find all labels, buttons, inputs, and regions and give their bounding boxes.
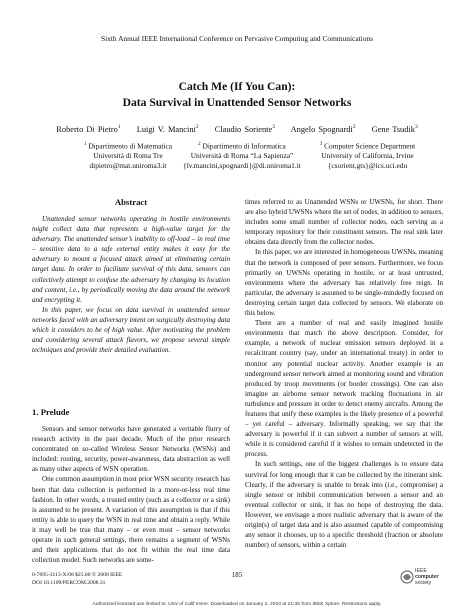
abstract-heading: Abstract <box>114 197 148 207</box>
body-paragraph: Sensors and sensor networks have generated a veritable flurry of research activity in the past decade. Much of the prior research concentrated on so-called Wireless Sensor Networks (WSNs) and included: routing, security, power-awareness, data abstraction as well as many other aspects of WSN operation. <box>32 425 230 474</box>
body-paragraph: There are a number of real and easily imagined hostile environments that match the above description. Consider, for example, a network of nuclear emission sensors deployed in a recalcitrant country (say, under an international treaty) in order to monitor any potential nuclear activity. Another example is an underground sensor network aimed at monitoring sound and vibration produced by troop movements (or border crossings). One can also imagine an airborne sensor network tracking fluctuations in air turbulence and pressure in order to detect enemy aircrafts. Among the features that unify these examples is the likely presence of a powerful – yet careful – adversary. Informally speaking, we say that the adversary is powerful if it can subvert a number of sensors at will, while it is considered careful if it wishes to remain undetected in the process. <box>245 319 443 459</box>
logo-text: computer <box>415 574 439 580</box>
logo-text: society <box>415 580 432 586</box>
section-heading: 1. Prelude <box>32 407 70 417</box>
affiliation-univ: Università di Roma “La Sapienza” <box>190 151 294 161</box>
body-paragraph: One common assumption in most prior WSN security research has been that data collection is performed in a more-or-less real time fashion. In other words, a trusted entity (such as a collector or a sink) is assumed to be present. A variation of this assumption is that if this entity is able to query the WSN in real time and obtain a reply. While it may well be true that many – or even most – sensor networks operate in such general settings, there remains a segment of WSNs and their applications that do not fit within the real time data collection model. Such networks are some- <box>32 475 230 565</box>
conference-header: Sixth Annual IEEE International Conference on Pervasive Computing and Communications <box>101 34 373 43</box>
affiliation-email: dipietro@mat.uniroma3.it <box>89 161 167 171</box>
affiliation-dept: Computer Science Department <box>324 141 416 151</box>
paper-title-line1: Catch Me (If You Can): <box>178 80 296 93</box>
author-affiliation-mark: 2 <box>352 124 356 130</box>
section-body <box>32 424 230 565</box>
affiliation-mark: 3 <box>319 142 323 147</box>
affiliation-dept: Dipartimento di Informatica <box>202 141 286 151</box>
author-affiliation-mark: 2 <box>195 124 199 130</box>
footer-doi: DOI 10.1109/PERCOM.2008.31 <box>32 580 106 586</box>
affiliation-email: {csorient,gts}@ics.uci.edu <box>327 161 408 171</box>
right-column-body <box>245 197 443 550</box>
body-paragraph: In this paper, we are interested in homogeneous UWSNs, meaning that the network is composed of peer sensors. Furthermore, we focus primarily on UWSNs operating in hostile, or at least untrusted, environments where the adversary has relatively free reign. In particular, the adversary is assumed to be single-mindedly focused on destroying certain target data collected by sensors. We elaborate on this below. <box>245 248 443 318</box>
paper-title-line2: Data Survival in Unattended Sensor Networks <box>122 96 352 109</box>
author-list <box>0 124 474 134</box>
affiliation-univ: Università di Roma Tre <box>93 151 163 161</box>
logo-text: IEEE <box>415 568 427 574</box>
body-paragraph: times referred to as Unattended WSNs or UWSNs, for short. There are also hybrid UWSNs where the set of nodes, in addition to sensors, includes some small number of collector nodes, each serving as a temporary repository for their constituent sensors. The real sink later obtains data directly from the collector nodes. <box>245 198 443 247</box>
abstract-paragraph: In this paper, we focus on data survival in unattended sensor networks faced with an adversary intent on surgically destroying data which it considers to be of high value. After motivating the problem and considering several attack flavors, we propose several simple techniques and provide their detailed evaluation. <box>32 305 230 355</box>
author-name: Claudio Soriente <box>214 124 273 134</box>
affiliation-2 <box>167 140 317 171</box>
computer-society-logo <box>400 566 444 588</box>
footer-isbn: 0-7695-3113-X/08 $25.00 © 2008 IEEE <box>32 572 123 578</box>
author-affiliation-mark: 3 <box>414 124 418 130</box>
affiliation-mark: 2 <box>198 142 201 147</box>
author-affiliation-mark: 1 <box>117 124 121 130</box>
license-notice: Authorized licensed use limited to: Univ of Calif Irvine. Downloaded on January 2, 2010 at 21:35 from IEEE Xplore. Restrictions apply. <box>92 602 382 607</box>
affiliation-mark: 1 <box>83 142 87 147</box>
author-name: Roberto Di Pietro <box>56 124 118 134</box>
author-name: Luigi V. Mancini <box>136 124 196 134</box>
author-affiliation-mark: 3 <box>272 124 275 130</box>
affiliation-3 <box>305 140 430 171</box>
abstract-body <box>32 214 230 355</box>
abstract-paragraph: Unattended sensor networks operating in hostile environments might collect data that represents a high-value target for the adversary. The unattended sensor’s inability to off-load – in real time – sensitive data to a safe external entity makes it easy for the adversary to mount a focused attack aimed at eliminating certain target data. In order to facilitate survival of this data, sensors can collectively attempt to confuse the adversary by changing its location and content, i.e., by periodically moving the data around the network and encrypting it. <box>32 215 230 304</box>
author-name: Gene Tsudik <box>371 124 415 134</box>
author-name: Angelo Spognardi <box>290 124 353 134</box>
page-number: 185 <box>231 571 243 579</box>
affiliation-univ: University of California, Irvine <box>321 151 414 161</box>
affiliation-dept: Dipartimento di Matematica <box>88 141 173 151</box>
body-paragraph: In such settings, one of the biggest challenges is to ensure data survival for long enough that it can be collected by the itinerant sink. Clearly, if the adversary is unable to break into (i.e., compromise) a single sensor or inhibit communication between a sensor and an eventual collector or sink, it has no hope of destroying the data. However, we envisage a more realistic adversary that is aware of the origin(s) of target data and is also assumed capable of compromising any sensor it chooses, up to a specific threshold (fraction or absolute number) of sensors, within a certain <box>245 460 443 550</box>
affiliation-email: {lv.mancini,spognardi}@di.uniroma1.it <box>183 161 301 171</box>
